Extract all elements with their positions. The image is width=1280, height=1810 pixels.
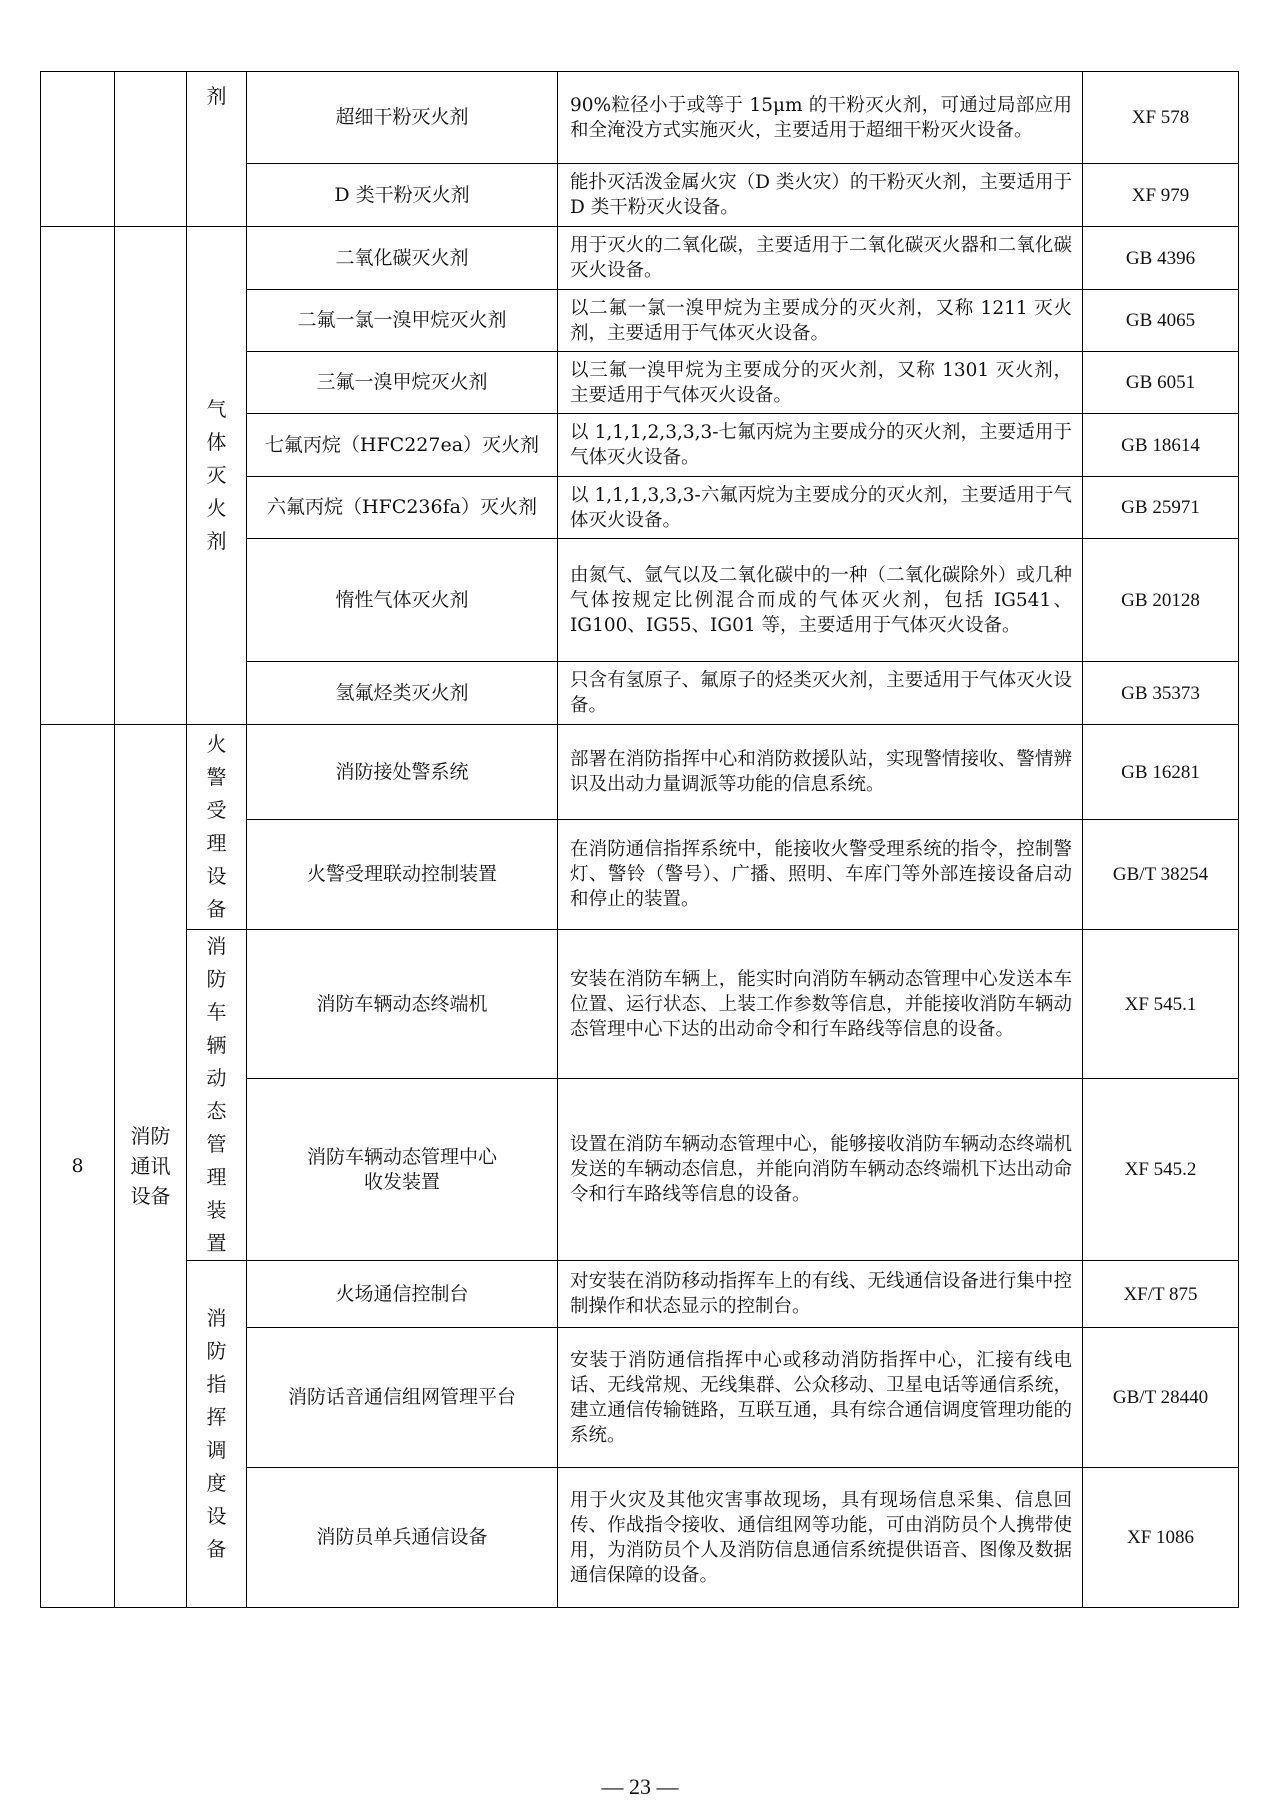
item-name-line2: 收发装置 bbox=[363, 1170, 440, 1193]
item-name: 消防车辆动态管理中心 bbox=[306, 1145, 497, 1168]
standard-code: XF 979 bbox=[1083, 164, 1239, 227]
item-name: 七氟丙烷（HFC227ea）灭火剂 bbox=[247, 414, 558, 477]
item-name: 消防车辆动态终端机 bbox=[247, 930, 558, 1079]
standard-code: GB 4396 bbox=[1083, 227, 1239, 290]
item-name: 火警受理联动控制装置 bbox=[247, 820, 558, 930]
standard-code: GB 35373 bbox=[1083, 662, 1239, 725]
category-cell-empty bbox=[115, 227, 187, 725]
item-description: 能扑灭活泼金属火灾（D 类火灾）的干粉灭火剂，主要适用于 D 类干粉灭火设备。 bbox=[558, 164, 1083, 227]
item-description: 部署在消防指挥中心和消防救援队站，实现警情接收、警情辨识及出动力量调派等功能的信息系统。 bbox=[558, 725, 1083, 820]
item-description: 只含有氢原子、氟原子的烃类灭火剂，主要适用于气体灭火设备。 bbox=[558, 662, 1083, 725]
page-number: — 23 — bbox=[601, 1774, 679, 1799]
item-name: 超细干粉灭火剂 bbox=[247, 72, 558, 164]
standard-code: GB 25971 bbox=[1083, 477, 1239, 539]
group-cell: 消防指挥调度设备 bbox=[187, 1261, 247, 1608]
item-name: 氢氟烃类灭火剂 bbox=[247, 662, 558, 725]
standard-code: XF 545.1 bbox=[1083, 930, 1239, 1079]
item-name: 消防员单兵通信设备 bbox=[247, 1468, 558, 1608]
standard-code: GB/T 28440 bbox=[1083, 1328, 1239, 1468]
seq-cell-empty bbox=[41, 72, 115, 227]
table-row bbox=[41, 72, 1239, 164]
item-description: 以三氟一溴甲烷为主要成分的灭火剂，又称 1301 灭火剂，主要适用于气体灭火设备。 bbox=[558, 352, 1083, 414]
item-description: 设置在消防车辆动态管理中心，能够接收消防车辆动态终端机发送的车辆动态信息，并能向消防车辆动态终端机下达出动命令和行车路线等信息的设备。 bbox=[558, 1079, 1083, 1261]
item-name: 三氟一溴甲烷灭火剂 bbox=[247, 352, 558, 414]
standards-table bbox=[40, 71, 1239, 1608]
group-cell: 火警受理设备 bbox=[187, 725, 247, 930]
table-row bbox=[41, 1261, 1239, 1328]
table-row bbox=[41, 930, 1239, 1079]
item-description: 用于灭火的二氧化碳，主要适用于二氧化碳灭火器和二氧化碳灭火设备。 bbox=[558, 227, 1083, 290]
item-name: 二氧化碳灭火剂 bbox=[247, 227, 558, 290]
item-description: 用于火灾及其他灾害事故现场，具有现场信息采集、信息回传、作战指令接收、通信组网等功能，可由消防员个人携带使用，为消防员个人及消防信息通信系统提供语音、图像及数据通信保障的设备。 bbox=[558, 1468, 1083, 1608]
item-name: 消防接处警系统 bbox=[247, 725, 558, 820]
group-cell: 消防车辆动态管理装置 bbox=[187, 930, 247, 1261]
seq-cell-empty bbox=[41, 227, 115, 725]
standard-code: GB/T 38254 bbox=[1083, 820, 1239, 930]
category-cell: 消防通讯设备 bbox=[115, 725, 187, 1608]
group-cell: 气体灭火剂 bbox=[187, 227, 247, 725]
standard-code: XF/T 875 bbox=[1083, 1261, 1239, 1328]
item-description: 由氮气、氩气以及二氧化碳中的一种（二氧化碳除外）或几种气体按规定比例混合而成的气体灭火剂，包括 IG541、IG100、IG55、IG01 等，主要适用于气体灭火设备。 bbox=[558, 539, 1083, 662]
standard-code: XF 545.2 bbox=[1083, 1079, 1239, 1261]
item-name: 六氟丙烷（HFC236fa）灭火剂 bbox=[247, 477, 558, 539]
standard-code: XF 1086 bbox=[1083, 1468, 1239, 1608]
item-description: 对安装在消防移动指挥车上的有线、无线通信设备进行集中控制操作和状态显示的控制台。 bbox=[558, 1261, 1083, 1328]
section-number: 8 bbox=[41, 725, 115, 1608]
item-description: 以二氟一氯一溴甲烷为主要成分的灭火剂，又称 1211 灭火剂，主要适用于气体灭火设备。 bbox=[558, 290, 1083, 352]
standard-code: GB 18614 bbox=[1083, 414, 1239, 477]
table-row bbox=[41, 227, 1239, 290]
item-name: 二氟一氯一溴甲烷灭火剂 bbox=[247, 290, 558, 352]
table-row bbox=[41, 725, 1239, 820]
item-description: 以 1,1,1,2,3,3,3-七氟丙烷为主要成分的灭火剂，主要适用于气体灭火设备。 bbox=[558, 414, 1083, 477]
item-description: 安装于消防通信指挥中心或移动消防指挥中心，汇接有线电话、无线常规、无线集群、公众移动、卫星电话等通信系统，建立通信传输链路，互联互通，具有综合通信调度管理功能的系统。 bbox=[558, 1328, 1083, 1468]
item-name: 惰性气体灭火剂 bbox=[247, 539, 558, 662]
item-description: 在消防通信指挥系统中，能接收火警受理系统的指令，控制警灯、警铃（警号）、广播、照明、车库门等外部连接设备启动和停止的装置。 bbox=[558, 820, 1083, 930]
standard-code: GB 16281 bbox=[1083, 725, 1239, 820]
item-name: 消防话音通信组网管理平台 bbox=[247, 1328, 558, 1468]
item-name: 火场通信控制台 bbox=[247, 1261, 558, 1328]
standard-code: GB 6051 bbox=[1083, 352, 1239, 414]
item-name-cell bbox=[247, 1079, 558, 1261]
item-description: 90%粒径小于或等于 15μm 的干粉灭火剂，可通过局部应用和全淹没方式实施灭火，主要适用于超细干粉灭火设备。 bbox=[558, 72, 1083, 164]
standard-code: XF 578 bbox=[1083, 72, 1239, 164]
item-name: D 类干粉灭火剂 bbox=[247, 164, 558, 227]
standard-code: GB 4065 bbox=[1083, 290, 1239, 352]
group-cell: 剂 bbox=[187, 72, 247, 227]
standard-code: GB 20128 bbox=[1083, 539, 1239, 662]
category-cell-empty bbox=[115, 72, 187, 227]
item-description: 安装在消防车辆上，能实时向消防车辆动态管理中心发送本车位置、运行状态、上装工作参数等信息，并能接收消防车辆动态管理中心下达的出动命令和行车路线等信息的设备。 bbox=[558, 930, 1083, 1079]
item-description: 以 1,1,1,3,3,3-六氟丙烷为主要成分的灭火剂，主要适用于气体灭火设备。 bbox=[558, 477, 1083, 539]
